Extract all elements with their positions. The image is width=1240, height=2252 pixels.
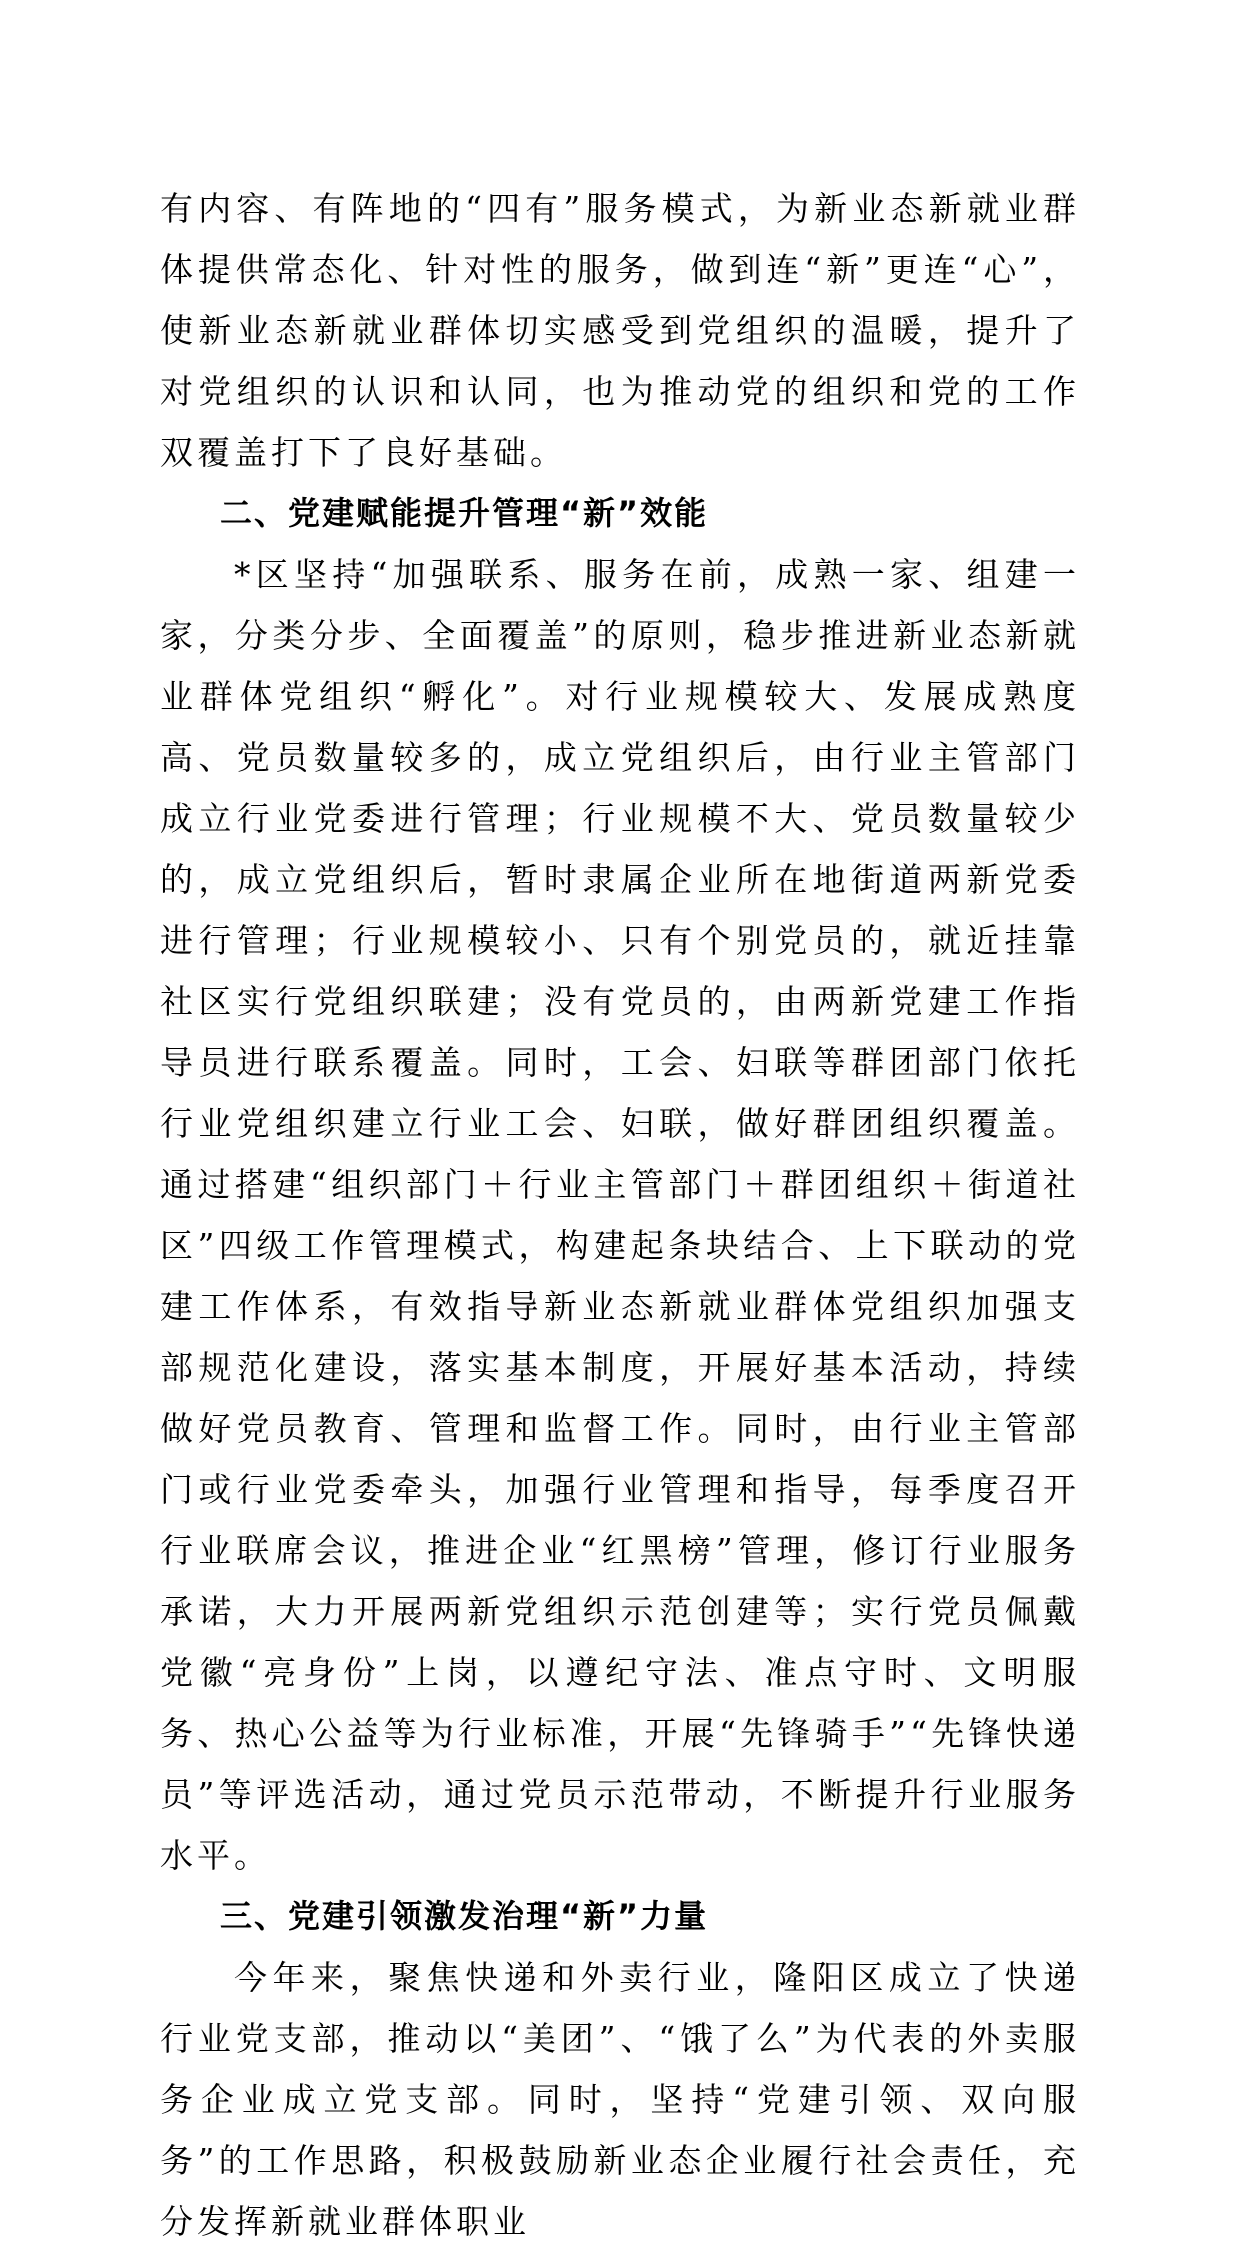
section-heading-two: 二、党建赋能提升管理“新”效能 [220,494,709,532]
body-paragraph-section-two: *区坚持“加强联系、服务在前，成熟一家、组建一家，分类分步、全面覆盖”的原则，稳步推进新业态新就业群体党组织“孵化”。对行业规模较大、发展成熟度高、党员数量较多的，成立党组织后，由行业主管部门成立行业党委进行管理；行业规模不大、党员数量较少的，成立党组织后，暂时隶属企业所在地街道两新党委进行管理；行业规模较小、只有个别党员的，就近挂靠社区实行党组织联建；没有党员的，由两新党建工作指导员进行联系覆盖。同时，工会、妇联等群团部门依托行业党组织建立行业工会、妇联，做好群团组织覆盖。通过搭建“组织部门＋行业主管部门＋群团组织＋街道社区”四级工作管理模式，构建起条块结合、上下联动的党建工作体系，有效指导新业态新就业群体党组织加强支部规范化建设，落实基本制度，开展好基本活动，持续做好党员教育、管理和监督工作。同时，由行业主管部门或行业党委牵头，加强行业管理和指导，每季度召开行业联席会议，推进企业“红黑榜”管理，修订行业服务承诺，大力开展两新党组织示范创建等；实行党员佩戴党徽“亮身份”上岗，以遵纪守法、准点守时、文明服务、热心公益等为行业标准，开展“先锋骑手”“先锋快递员”等评选活动，通过党员示范带动，不断提升行业服务水平。 [160,555,1080,1875]
document-page [160,178,1080,2252]
body-paragraph-section-three: 今年来，聚焦快递和外卖行业，隆阳区成立了快递行业党支部，推动以“美团”、“饿了么”为代表的外卖服务企业成立党支部。同时，坚持“党建引领、双向服务”的工作思路，积极鼓励新业态企业履行社会责任，充分发挥新就业群体职业 [160,1958,1080,2241]
body-paragraph-continued: 有内容、有阵地的“四有”服务模式，为新业态新就业群体提供常态化、针对性的服务，做到连“新”更连“心”，使新业态新就业群体切实感受到党组织的温暖，提升了对党组织的认识和认同，也为推动党的组织和党的工作双覆盖打下了良好基础。 [160,189,1080,472]
section-heading-three: 三、党建引领激发治理“新”力量 [220,1897,709,1935]
